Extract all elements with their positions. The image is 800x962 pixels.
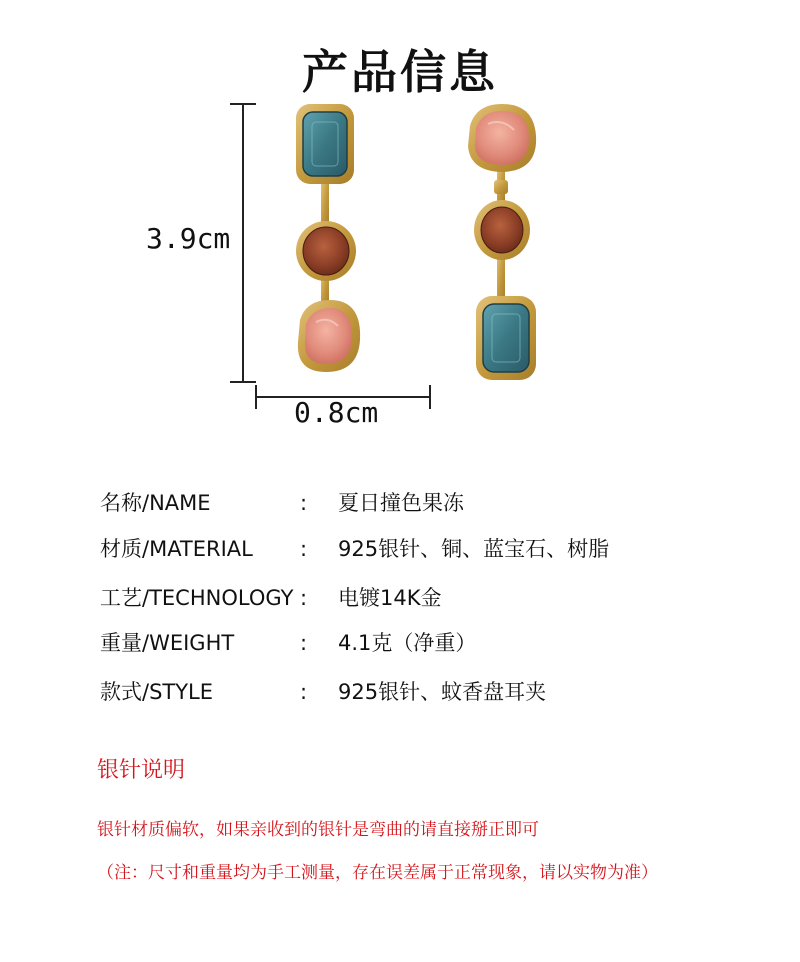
spec-value: 925银针、铜、蓝宝石、树脂 xyxy=(338,537,610,561)
spec-separator: : xyxy=(300,537,308,561)
spec-key: 工艺/TECHNOLOGY xyxy=(100,586,294,610)
spec-key: 材质/MATERIAL xyxy=(100,537,253,561)
height-dimension-label: 3.9cm xyxy=(146,222,231,255)
spec-key: 名称/NAME xyxy=(100,491,211,515)
spec-value: 夏日撞色果冻 xyxy=(338,491,464,515)
spec-value: 925银针、蚊香盘耳夹 xyxy=(338,680,547,704)
spec-key: 重量/WEIGHT xyxy=(100,631,235,655)
measurement-disclaimer: （注：尺寸和重量均为手工测量，存在误差属于正常现象，请以实物为准） xyxy=(97,863,658,883)
page-title: 产品信息 xyxy=(302,45,498,99)
spec-separator: : xyxy=(300,491,308,515)
spec-separator: : xyxy=(300,631,308,655)
silver-pin-note-title: 银针说明 xyxy=(97,758,186,783)
spec-value: 4.1克（净重） xyxy=(338,631,477,655)
height-dimension-line xyxy=(230,104,256,382)
silver-pin-note-text: 银针材质偏软，如果亲收到的银针是弯曲的请直接掰正即可 xyxy=(97,820,539,840)
spec-value: 电镀14K金 xyxy=(338,586,442,610)
width-dimension-label: 0.8cm xyxy=(294,396,379,429)
left-earring xyxy=(296,104,360,372)
spec-separator: : xyxy=(300,680,308,704)
spec-separator: : xyxy=(300,586,308,610)
spec-key: 款式/STYLE xyxy=(100,680,214,704)
right-earring xyxy=(468,104,536,380)
